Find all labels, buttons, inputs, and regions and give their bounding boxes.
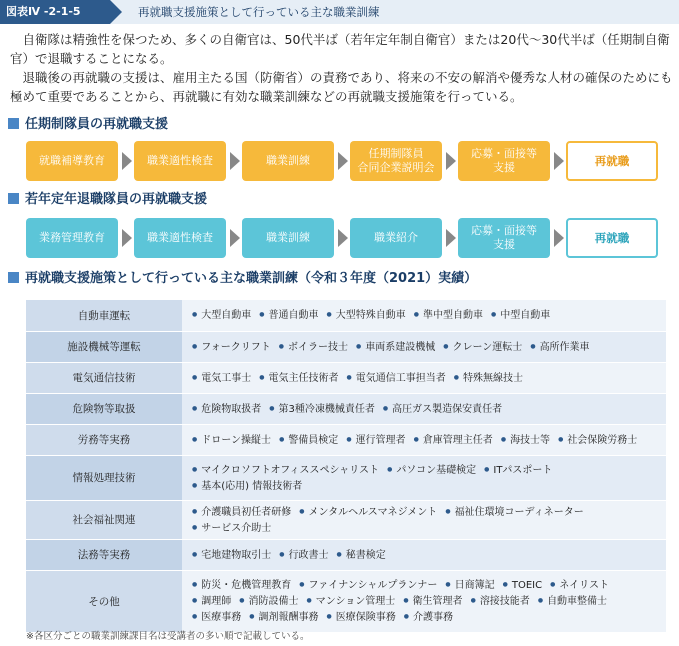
arrow-right-icon <box>446 229 456 247</box>
table-items-cell <box>182 300 666 331</box>
training-table <box>26 300 666 633</box>
arrow-right-icon <box>230 152 240 170</box>
training-item: ● 海技士等 <box>501 432 550 448</box>
table-row <box>26 362 666 393</box>
training-item: ● ITパスポート <box>484 462 552 478</box>
training-item: ● 特殊無線技士 <box>454 370 523 386</box>
training-item: ● 日商簿記 <box>445 577 494 593</box>
training-item: ● 車両系建設機械 <box>356 339 435 355</box>
figure-title: 再就職支援施策として行っている主な職業訓練 <box>138 5 380 19</box>
training-item: ● 準中型自動車 <box>414 307 483 323</box>
section-heading-text: 任期制隊員の再就職支援 <box>25 117 169 132</box>
flow-step: 職業訓練 <box>242 141 334 181</box>
intro-paragraph-2: 退職後の再就職の支援は、雇用主たる国（防衛省）の責務であり、将来の不安の解消や優秀な人材の確保のためにも極めて重要であることから、再就職に有効な職業訓練などの再就職支援施策を行っている。 <box>10 70 673 104</box>
training-item: ● 調理師 <box>192 593 231 609</box>
arrow-right-icon <box>338 229 348 247</box>
training-item: ● 電気主任技術者 <box>259 370 338 386</box>
training-item: ● ボイラー技士 <box>279 339 348 355</box>
training-item: ● 医療事務 <box>192 609 241 625</box>
training-item: ● ネイリスト <box>550 577 609 593</box>
intro-text <box>10 30 674 106</box>
training-item: ● 溶接技能者 <box>471 593 530 609</box>
flow-step: 職業適性検査 <box>134 141 226 181</box>
flow-step-final: 再就職 <box>566 141 658 181</box>
training-item: ● 防災・危機管理教育 <box>192 577 291 593</box>
section-heading-text: 再就職支援施策として行っている主な職業訓練（令和３年度（2021）実績） <box>25 271 478 286</box>
training-item: ● 消防設備士 <box>239 593 298 609</box>
training-item: ● 第3種冷凍機械責任者 <box>269 401 375 417</box>
training-item: ● 調剤報酬事務 <box>249 609 318 625</box>
table-category-cell: 電気通信技術 <box>26 362 182 393</box>
training-item: ● マンション管理士 <box>307 593 396 609</box>
flow-step: 応募・面接等 支援 <box>458 141 550 181</box>
table-items-cell <box>182 570 666 632</box>
flow-early-retirement <box>26 218 666 258</box>
table-category-cell: 労務等実務 <box>26 424 182 455</box>
section-heading-text: 若年定年退職隊員の再就職支援 <box>25 192 208 207</box>
training-item: ● 宅地建物取引士 <box>192 547 271 563</box>
arrow-right-icon <box>338 152 348 170</box>
section-heading-fixed-term <box>8 116 168 134</box>
flow-step: 任期制隊員 合同企業説明会 <box>350 141 442 181</box>
table-row <box>26 300 666 331</box>
training-item: ● 福祉住環境コーディネーター <box>445 504 583 520</box>
table-row <box>26 500 666 539</box>
table-items-cell <box>182 393 666 424</box>
table-category-cell: 情報処理技術 <box>26 455 182 500</box>
training-item: ● 自動車整備士 <box>538 593 607 609</box>
table-category-cell: 危険物等取扱 <box>26 393 182 424</box>
training-item: ● クレーン運転士 <box>443 339 522 355</box>
training-item: ● 介護職員初任者研修 <box>192 504 291 520</box>
training-item: ● 秘書検定 <box>337 547 386 563</box>
table-row <box>26 424 666 455</box>
flow-step: 職業訓練 <box>242 218 334 258</box>
training-item: ● 警備員検定 <box>279 432 338 448</box>
training-item: ● 大型特殊自動車 <box>327 307 406 323</box>
table-category-cell: 自動車運転 <box>26 300 182 331</box>
table-items-cell <box>182 500 666 539</box>
flow-step: 就職補導教育 <box>26 141 118 181</box>
table-items-cell <box>182 331 666 362</box>
flow-step: 応募・面接等 支援 <box>458 218 550 258</box>
flow-step: 職業紹介 <box>350 218 442 258</box>
table-items-cell <box>182 539 666 570</box>
training-item: ● マイクロソフトオフィススペシャリスト <box>192 462 379 478</box>
arrow-right-icon <box>446 152 456 170</box>
square-bullet-icon <box>8 272 19 283</box>
training-item: ● 行政書士 <box>279 547 328 563</box>
training-item: ● 危険物取扱者 <box>192 401 261 417</box>
training-item: ● 電気工事士 <box>192 370 251 386</box>
table-category-cell: 法務等実務 <box>26 539 182 570</box>
flow-step: 業務管理教育 <box>26 218 118 258</box>
training-item: ● TOEIC <box>503 577 542 593</box>
training-item: ● 基本(応用) 情報技術者 <box>192 478 302 494</box>
table-category-cell: 施設機械等運転 <box>26 331 182 362</box>
intro-paragraph-1: 自衛隊は精強性を保つため、多くの自衛官は、50代半ば（若年定年制自衛官）または20代～30代半ば（任期制自衛官）で退職することになる。 <box>10 32 670 66</box>
training-item: ● 医療保険事務 <box>327 609 396 625</box>
training-item: ● フォークリフト <box>192 339 271 355</box>
table-row <box>26 539 666 570</box>
table-category-cell: 社会福祉関連 <box>26 500 182 539</box>
flow-fixed-term <box>26 141 666 181</box>
training-item: ● 普通自動車 <box>259 307 318 323</box>
arrow-right-icon <box>122 152 132 170</box>
training-item: ● 社会保険労務士 <box>558 432 637 448</box>
arrow-right-icon <box>230 229 240 247</box>
arrow-right-icon <box>122 229 132 247</box>
figure-label: 図表Ⅳ -2-1-5 <box>0 0 110 24</box>
section-heading-early-retirement <box>8 191 207 209</box>
flow-step: 職業適性検査 <box>134 218 226 258</box>
training-item: ● 中型自動車 <box>491 307 550 323</box>
training-item: ● ドローン操縦士 <box>192 432 271 448</box>
training-item: ● 大型自動車 <box>192 307 251 323</box>
flow-step-final: 再就職 <box>566 218 658 258</box>
table-row <box>26 570 666 632</box>
training-item: ● 電気通信工事担当者 <box>347 370 446 386</box>
table-category-cell: その他 <box>26 570 182 632</box>
table-row <box>26 393 666 424</box>
training-item: ● メンタルヘルスマネジメント <box>299 504 437 520</box>
training-item: ● 高所作業車 <box>530 339 589 355</box>
table-row <box>26 331 666 362</box>
arrow-right-icon <box>554 229 564 247</box>
table-items-cell <box>182 362 666 393</box>
training-item: ● ファイナンシャルプランナー <box>299 577 437 593</box>
table-items-cell <box>182 455 666 500</box>
square-bullet-icon <box>8 118 19 129</box>
training-item: ● パソコン基礎検定 <box>387 462 476 478</box>
training-item: ● 運行管理者 <box>346 432 405 448</box>
training-item: ● 介護事務 <box>404 609 453 625</box>
square-bullet-icon <box>8 193 19 204</box>
table-row <box>26 455 666 500</box>
footnote: ※各区分ごとの職業訓練課目名は受講者の多い順で記載している。 <box>26 631 310 642</box>
table-items-cell <box>182 424 666 455</box>
training-item: ● 衛生管理者 <box>403 593 462 609</box>
training-item: ● 高圧ガス製造保安責任者 <box>383 401 502 417</box>
section-heading-training <box>8 270 477 288</box>
figure-header <box>0 0 679 24</box>
training-item: ● サービス介助士 <box>192 520 271 536</box>
arrow-right-icon <box>554 152 564 170</box>
training-item: ● 倉庫管理主任者 <box>414 432 493 448</box>
